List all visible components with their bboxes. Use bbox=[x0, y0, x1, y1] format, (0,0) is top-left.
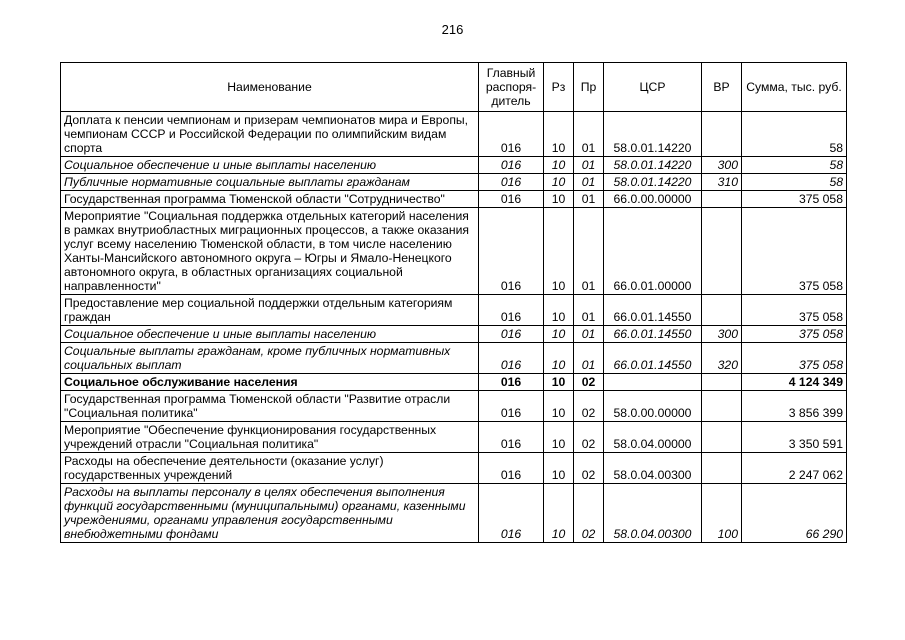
cell-pr: 02 bbox=[574, 453, 604, 484]
cell-name: Социальное обеспечение и иные выплаты населению bbox=[61, 157, 479, 174]
cell-vr bbox=[702, 191, 742, 208]
cell-rz: 10 bbox=[544, 374, 574, 391]
cell-vr: 310 bbox=[702, 174, 742, 191]
cell-sum: 58 bbox=[742, 112, 847, 157]
cell-name: Расходы на выплаты персоналу в целях обеспечения выполнения функций государственными (муниципальными) органами, казенными учреждениями, органами управления государственными внебюджетными фондами bbox=[61, 484, 479, 543]
cell-pr: 01 bbox=[574, 343, 604, 374]
table-row bbox=[61, 484, 847, 543]
cell-sum: 3 856 399 bbox=[742, 391, 847, 422]
table-row bbox=[61, 374, 847, 391]
cell-sum: 58 bbox=[742, 174, 847, 191]
header-name: Наименование bbox=[61, 63, 479, 112]
cell-csr: 66.0.01.14550 bbox=[604, 326, 702, 343]
cell-chief-manager: 016 bbox=[479, 453, 544, 484]
cell-vr bbox=[702, 422, 742, 453]
cell-rz: 10 bbox=[544, 326, 574, 343]
table-row bbox=[61, 343, 847, 374]
table-row bbox=[61, 391, 847, 422]
cell-csr: 66.0.00.00000 bbox=[604, 191, 702, 208]
cell-chief-manager: 016 bbox=[479, 174, 544, 191]
cell-name: Мероприятие "Обеспечение функционирования государственных учреждений отрасли "Социальная политика" bbox=[61, 422, 479, 453]
table-row bbox=[61, 295, 847, 326]
cell-rz: 10 bbox=[544, 391, 574, 422]
cell-csr: 58.0.04.00300 bbox=[604, 484, 702, 543]
cell-csr: 58.0.01.14220 bbox=[604, 157, 702, 174]
cell-pr: 01 bbox=[574, 112, 604, 157]
cell-rz: 10 bbox=[544, 343, 574, 374]
cell-sum: 375 058 bbox=[742, 295, 847, 326]
cell-chief-manager: 016 bbox=[479, 191, 544, 208]
cell-csr: 66.0.01.14550 bbox=[604, 295, 702, 326]
cell-sum: 2 247 062 bbox=[742, 453, 847, 484]
cell-name: Расходы на обеспечение деятельности (оказание услуг) государственных учреждений bbox=[61, 453, 479, 484]
cell-vr bbox=[702, 112, 742, 157]
cell-rz: 10 bbox=[544, 191, 574, 208]
cell-pr: 01 bbox=[574, 326, 604, 343]
table-row bbox=[61, 326, 847, 343]
page-number: 216 bbox=[441, 22, 464, 37]
cell-vr: 320 bbox=[702, 343, 742, 374]
cell-rz: 10 bbox=[544, 453, 574, 484]
cell-chief-manager: 016 bbox=[479, 326, 544, 343]
cell-name: Государственная программа Тюменской области "Развитие отрасли "Социальная политика" bbox=[61, 391, 479, 422]
cell-vr bbox=[702, 295, 742, 326]
table-row bbox=[61, 174, 847, 191]
cell-pr: 01 bbox=[574, 174, 604, 191]
cell-name: Доплата к пенсии чемпионам и призерам чемпионатов мира и Европы, чемпионам СССР и Российской Федерации по олимпийским видам спорта bbox=[61, 112, 479, 157]
cell-vr bbox=[702, 453, 742, 484]
cell-chief-manager: 016 bbox=[479, 391, 544, 422]
cell-sum: 375 058 bbox=[742, 191, 847, 208]
cell-vr: 300 bbox=[702, 157, 742, 174]
cell-pr: 02 bbox=[574, 374, 604, 391]
cell-sum: 375 058 bbox=[742, 343, 847, 374]
cell-sum: 4 124 349 bbox=[742, 374, 847, 391]
cell-pr: 02 bbox=[574, 484, 604, 543]
cell-rz: 10 bbox=[544, 208, 574, 295]
cell-name: Публичные нормативные социальные выплаты гражданам bbox=[61, 174, 479, 191]
cell-rz: 10 bbox=[544, 422, 574, 453]
cell-chief-manager: 016 bbox=[479, 484, 544, 543]
cell-csr: 58.0.04.00000 bbox=[604, 422, 702, 453]
header-sum: Сумма, тыс. руб. bbox=[742, 63, 847, 112]
header-pr: Пр bbox=[574, 63, 604, 112]
cell-csr: 58.0.04.00300 bbox=[604, 453, 702, 484]
cell-csr bbox=[604, 374, 702, 391]
cell-chief-manager: 016 bbox=[479, 208, 544, 295]
table-row bbox=[61, 112, 847, 157]
cell-name: Социальное обслуживание населения bbox=[61, 374, 479, 391]
cell-chief-manager: 016 bbox=[479, 157, 544, 174]
table-row bbox=[61, 453, 847, 484]
table-row bbox=[61, 208, 847, 295]
cell-sum: 375 058 bbox=[742, 326, 847, 343]
cell-pr: 01 bbox=[574, 157, 604, 174]
table-row bbox=[61, 157, 847, 174]
cell-csr: 58.0.01.14220 bbox=[604, 112, 702, 157]
cell-chief-manager: 016 bbox=[479, 422, 544, 453]
cell-pr: 01 bbox=[574, 208, 604, 295]
cell-vr bbox=[702, 391, 742, 422]
cell-name: Мероприятие "Социальная поддержка отдельных категорий населения в рамках внутриобластных миграционных процессов, а также оказания услуг всему населению Тюменской области, в том числе населению Ханты-Мансийского автономного округа – Югры и Ямало-Ненецкого автономного округа, в областных организациях социальной направленности" bbox=[61, 208, 479, 295]
cell-rz: 10 bbox=[544, 295, 574, 326]
cell-csr: 58.0.00.00000 bbox=[604, 391, 702, 422]
cell-vr bbox=[702, 208, 742, 295]
cell-rz: 10 bbox=[544, 174, 574, 191]
header-vr: ВР bbox=[702, 63, 742, 112]
cell-vr bbox=[702, 374, 742, 391]
cell-sum: 375 058 bbox=[742, 208, 847, 295]
header-chief-manager: Главный распоря-дитель bbox=[479, 63, 544, 112]
cell-sum: 3 350 591 bbox=[742, 422, 847, 453]
cell-pr: 02 bbox=[574, 391, 604, 422]
cell-pr: 02 bbox=[574, 422, 604, 453]
cell-pr: 01 bbox=[574, 295, 604, 326]
cell-chief-manager: 016 bbox=[479, 343, 544, 374]
cell-name: Социальные выплаты гражданам, кроме публичных нормативных социальных выплат bbox=[61, 343, 479, 374]
cell-vr: 300 bbox=[702, 326, 742, 343]
cell-name: Социальное обеспечение и иные выплаты населению bbox=[61, 326, 479, 343]
cell-chief-manager: 016 bbox=[479, 112, 544, 157]
cell-pr: 01 bbox=[574, 191, 604, 208]
header-csr: ЦСР bbox=[604, 63, 702, 112]
cell-sum: 66 290 bbox=[742, 484, 847, 543]
cell-chief-manager: 016 bbox=[479, 374, 544, 391]
table-row bbox=[61, 191, 847, 208]
table-row bbox=[61, 422, 847, 453]
cell-name: Предоставление мер социальной поддержки отдельным категориям граждан bbox=[61, 295, 479, 326]
cell-rz: 10 bbox=[544, 157, 574, 174]
cell-name: Государственная программа Тюменской области "Сотрудничество" bbox=[61, 191, 479, 208]
cell-csr: 58.0.01.14220 bbox=[604, 174, 702, 191]
cell-chief-manager: 016 bbox=[479, 295, 544, 326]
cell-sum: 58 bbox=[742, 157, 847, 174]
header-rz: Рз bbox=[544, 63, 574, 112]
budget-table bbox=[60, 62, 847, 543]
cell-csr: 66.0.01.14550 bbox=[604, 343, 702, 374]
cell-vr: 100 bbox=[702, 484, 742, 543]
cell-rz: 10 bbox=[544, 484, 574, 543]
cell-rz: 10 bbox=[544, 112, 574, 157]
cell-csr: 66.0.01.00000 bbox=[604, 208, 702, 295]
table-header-row bbox=[61, 63, 847, 112]
